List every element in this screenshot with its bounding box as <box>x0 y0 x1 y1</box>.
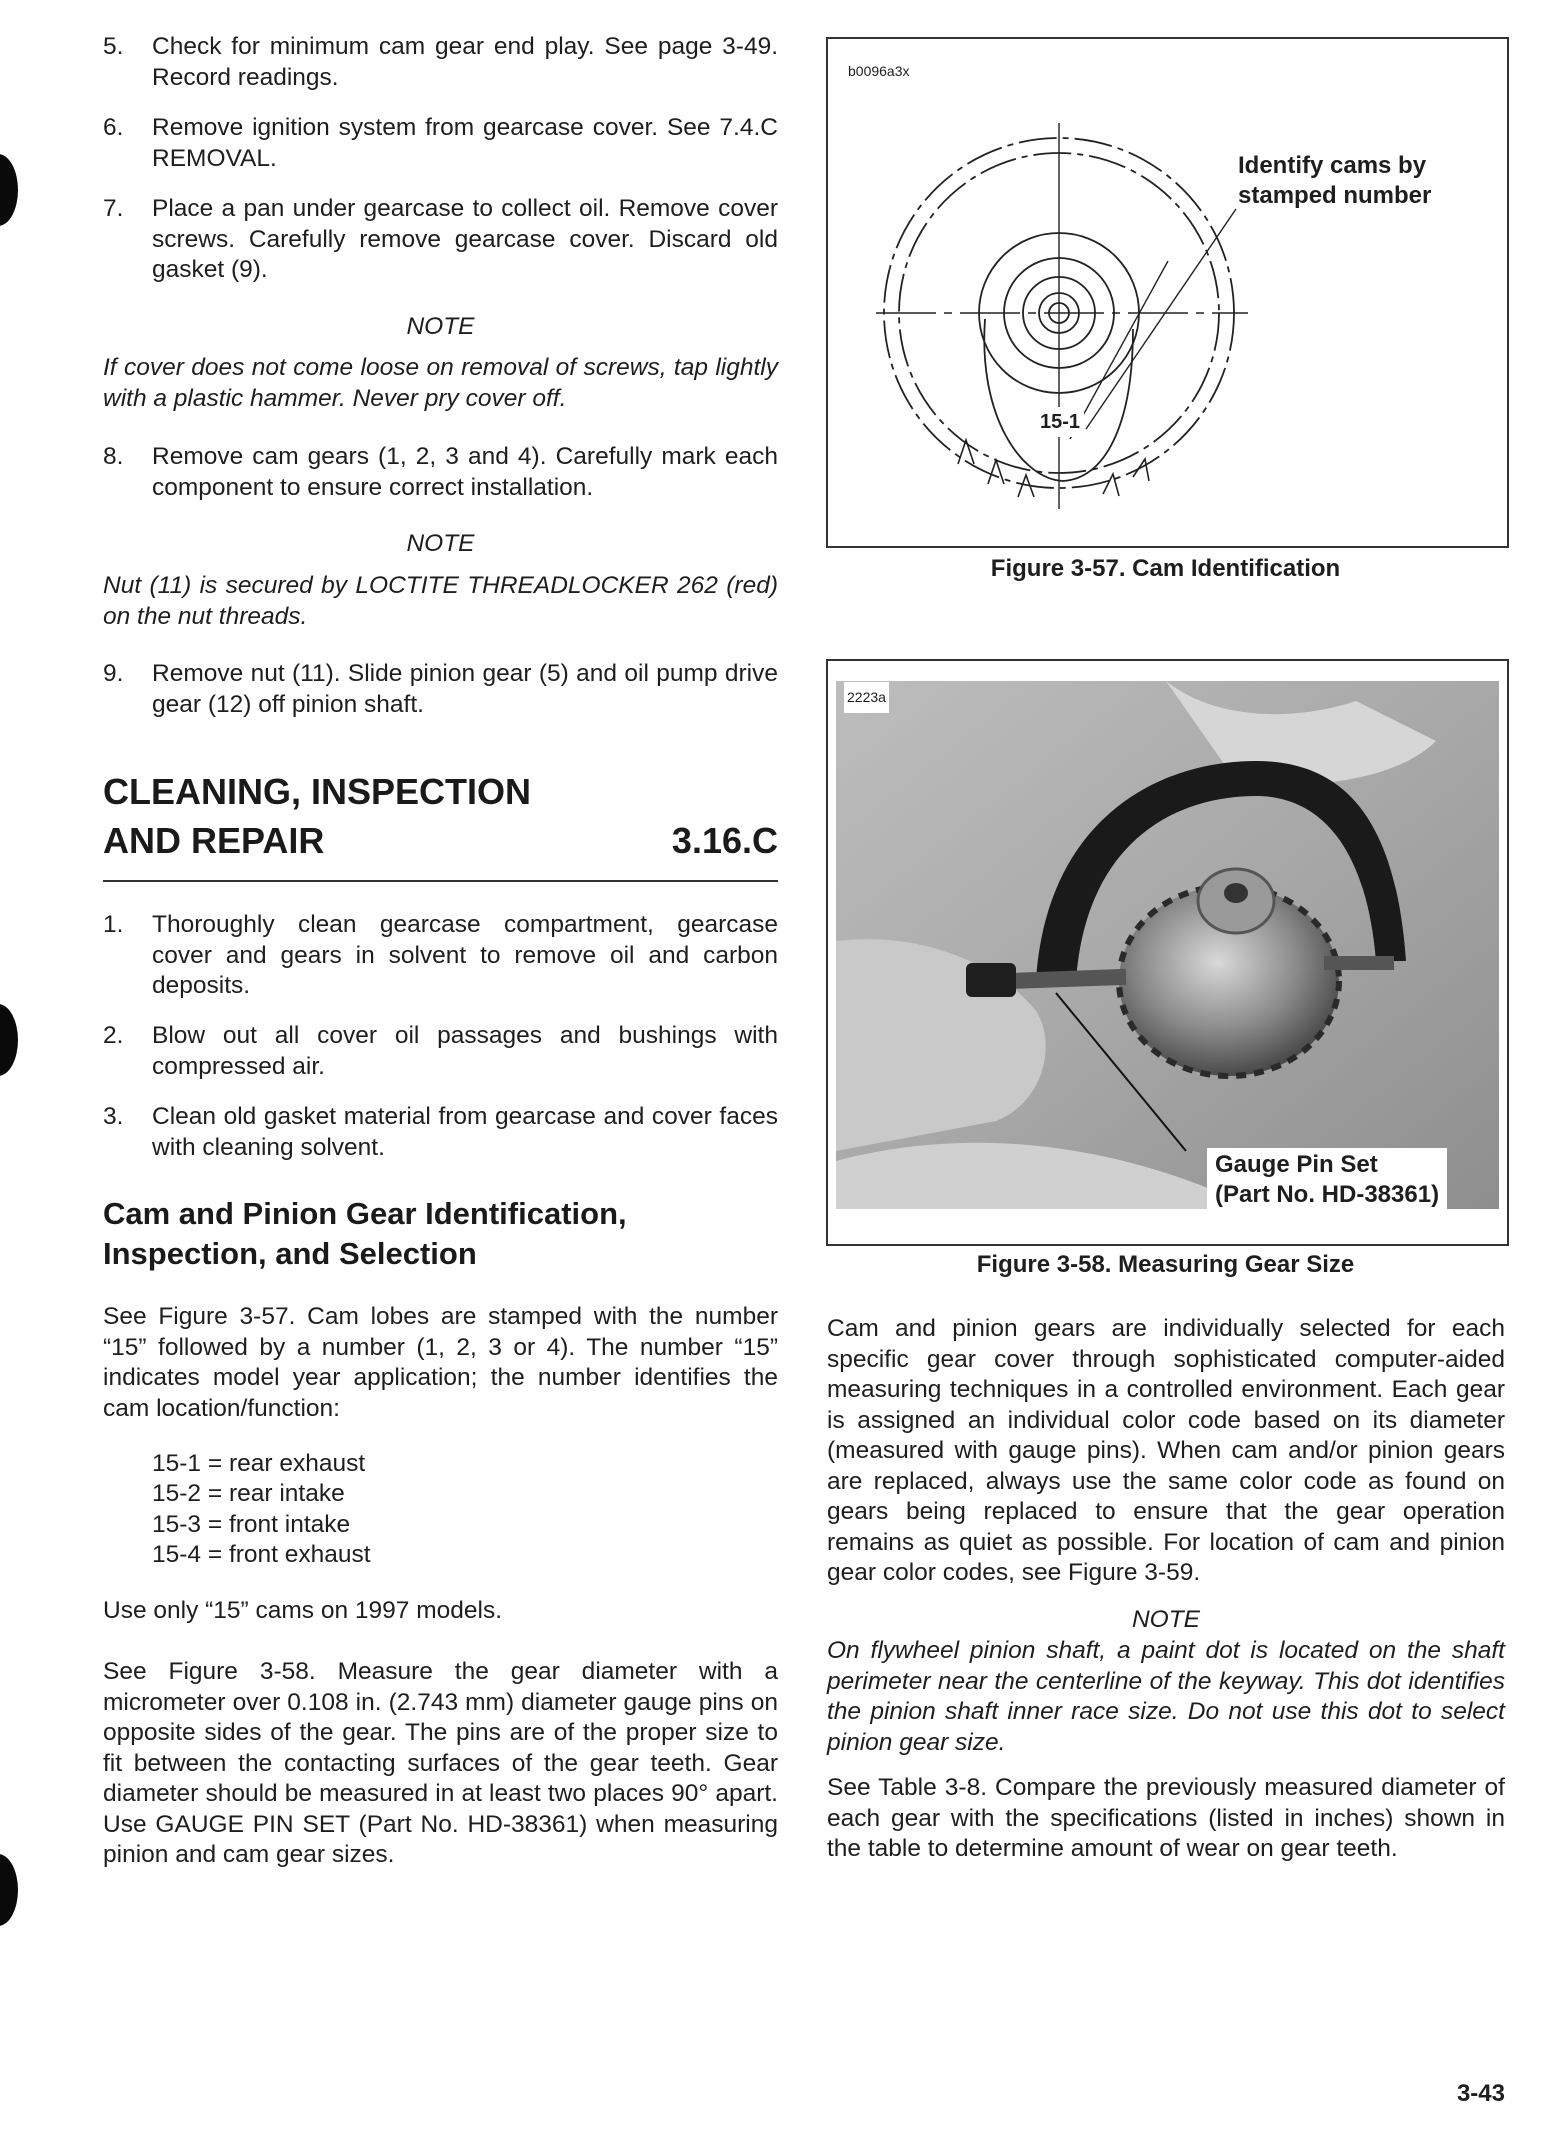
step-number: 8. <box>103 443 124 470</box>
figure-measuring-gear <box>826 659 1509 1246</box>
step-text: Remove ignition system from gearcase cover. See 7.4.C REMOVAL. <box>152 114 778 172</box>
step-text: Remove cam gears (1, 2, 3 and 4). Carefully mark each component to ensure correct installation. <box>152 443 778 501</box>
cam-code-item: 15-3 = front intake <box>152 1511 351 1538</box>
stamp-label: 15-1 <box>1036 407 1084 437</box>
step-number: 2. <box>103 1022 124 1049</box>
figure-ref: b0096a3x <box>848 63 910 79</box>
step-text: Check for minimum cam gear end play. See page 3-49. Record readings. <box>152 33 778 91</box>
step-number: 5. <box>103 33 124 60</box>
note-text: Nut (11) is secured by LOCTITE THREADLOCKER 262 (red) on the nut threads. <box>103 572 778 630</box>
binder-hole <box>0 154 18 226</box>
note-heading: NOTE <box>406 530 475 557</box>
note-text: On flywheel pinion shaft, a paint dot is located on the shaft perimeter near the centerline of the keyway. This dot identifies the pinion shaft inner race size. Do not use this dot to select pinion gear size. <box>827 1637 1505 1756</box>
section-title-line2: AND REPAIR <box>103 820 325 861</box>
subsection-title-line1: Cam and Pinion Gear Identification, <box>103 1196 627 1231</box>
cam-code-item: 15-1 = rear exhaust <box>152 1450 366 1477</box>
figure-callout <box>1207 1148 1447 1214</box>
section-number: 3.16.C <box>671 820 778 861</box>
figure-caption: Figure 3-57. Cam Identification <box>990 555 1341 582</box>
section-title-line1: CLEANING, INSPECTION <box>103 771 532 812</box>
callout-line: Identify cams by <box>1238 152 1427 179</box>
step-number: 1. <box>103 911 124 938</box>
step-text: Remove nut (11). Slide pinion gear (5) and oil pump drive gear (12) off pinion shaft. <box>152 660 778 718</box>
paragraph: See Figure 3-57. Cam lobes are stamped with the number “15” followed by a number (1, 2, 3 or 4). The number “15” indicates model year application; the number identifies the cam location/function: <box>103 1303 778 1422</box>
figure-callout <box>1238 151 1431 211</box>
figure-caption: Figure 3-58. Measuring Gear Size <box>976 1251 1355 1278</box>
figure-cam-identification <box>826 37 1509 548</box>
paragraph: See Table 3-8. Compare the previously measured diameter of each gear with the specifications (listed in inches) shown in the table to determine amount of wear on gear teeth. <box>827 1774 1505 1862</box>
figure-ref: 2223a <box>844 682 889 713</box>
callout-line: stamped number <box>1238 182 1432 209</box>
callout-line: Gauge Pin Set <box>1215 1151 1378 1178</box>
step-text: Clean old gasket material from gearcase and cover faces with cleaning solvent. <box>152 1103 778 1161</box>
binder-hole <box>0 1004 18 1076</box>
cam-code-item: 15-2 = rear intake <box>152 1480 345 1507</box>
cam-diagram <box>828 39 1507 546</box>
step-text: Blow out all cover oil passages and bushings with compressed air. <box>152 1022 778 1080</box>
step-number: 9. <box>103 660 124 687</box>
step-number: 6. <box>103 114 124 141</box>
step-text: Thoroughly clean gearcase compartment, gearcase cover and gears in solvent to remove oil and carbon deposits. <box>152 911 778 999</box>
gear-photo <box>836 681 1499 1209</box>
step-number: 3. <box>103 1103 124 1130</box>
paragraph: See Figure 3-58. Measure the gear diameter with a micrometer over 0.108 in. (2.743 mm) diameter gauge pins on opposite sides of the gear. The pins are of the proper size to fit between the contacting surfaces of the gear teeth. Gear diameter should be measured in at least two places 90° apart. Use GAUGE PIN SET (Part No. HD-38361) when measuring pinion and cam gear sizes. <box>103 1658 778 1868</box>
section-rule <box>103 880 778 882</box>
page-number: 3-43 <box>1456 2080 1505 2107</box>
step-number: 7. <box>103 195 124 222</box>
step-text: Place a pan under gearcase to collect oil. Remove cover screws. Carefully remove gearcase cover. Discard old gasket (9). <box>152 195 778 283</box>
binder-hole <box>0 1854 18 1926</box>
callout-line: (Part No. HD-38361) <box>1215 1181 1440 1208</box>
paragraph: Cam and pinion gears are individually selected for each specific gear cover through sophisticated computer-aided measuring techniques in a controlled environment. Each gear is assigned an individual color code based on its diameter (measured with gauge pins). When cam and/or pinion gears are replaced, always use the same color code as found on gears being replaced to ensure that the gear operation remains as quiet as possible. For location of cam and pinion gear color codes, see Figure 3-59. <box>827 1315 1505 1586</box>
cam-code-item: 15-4 = front exhaust <box>152 1541 371 1568</box>
subsection-title-line2: Inspection, and Selection <box>103 1236 477 1271</box>
note-heading: NOTE <box>1131 1606 1201 1633</box>
note-text: If cover does not come loose on removal of screws, tap lightly with a plastic hammer. Never pry cover off. <box>103 354 778 412</box>
note-heading: NOTE <box>406 313 475 340</box>
paragraph: Use only “15” cams on 1997 models. <box>103 1597 502 1624</box>
